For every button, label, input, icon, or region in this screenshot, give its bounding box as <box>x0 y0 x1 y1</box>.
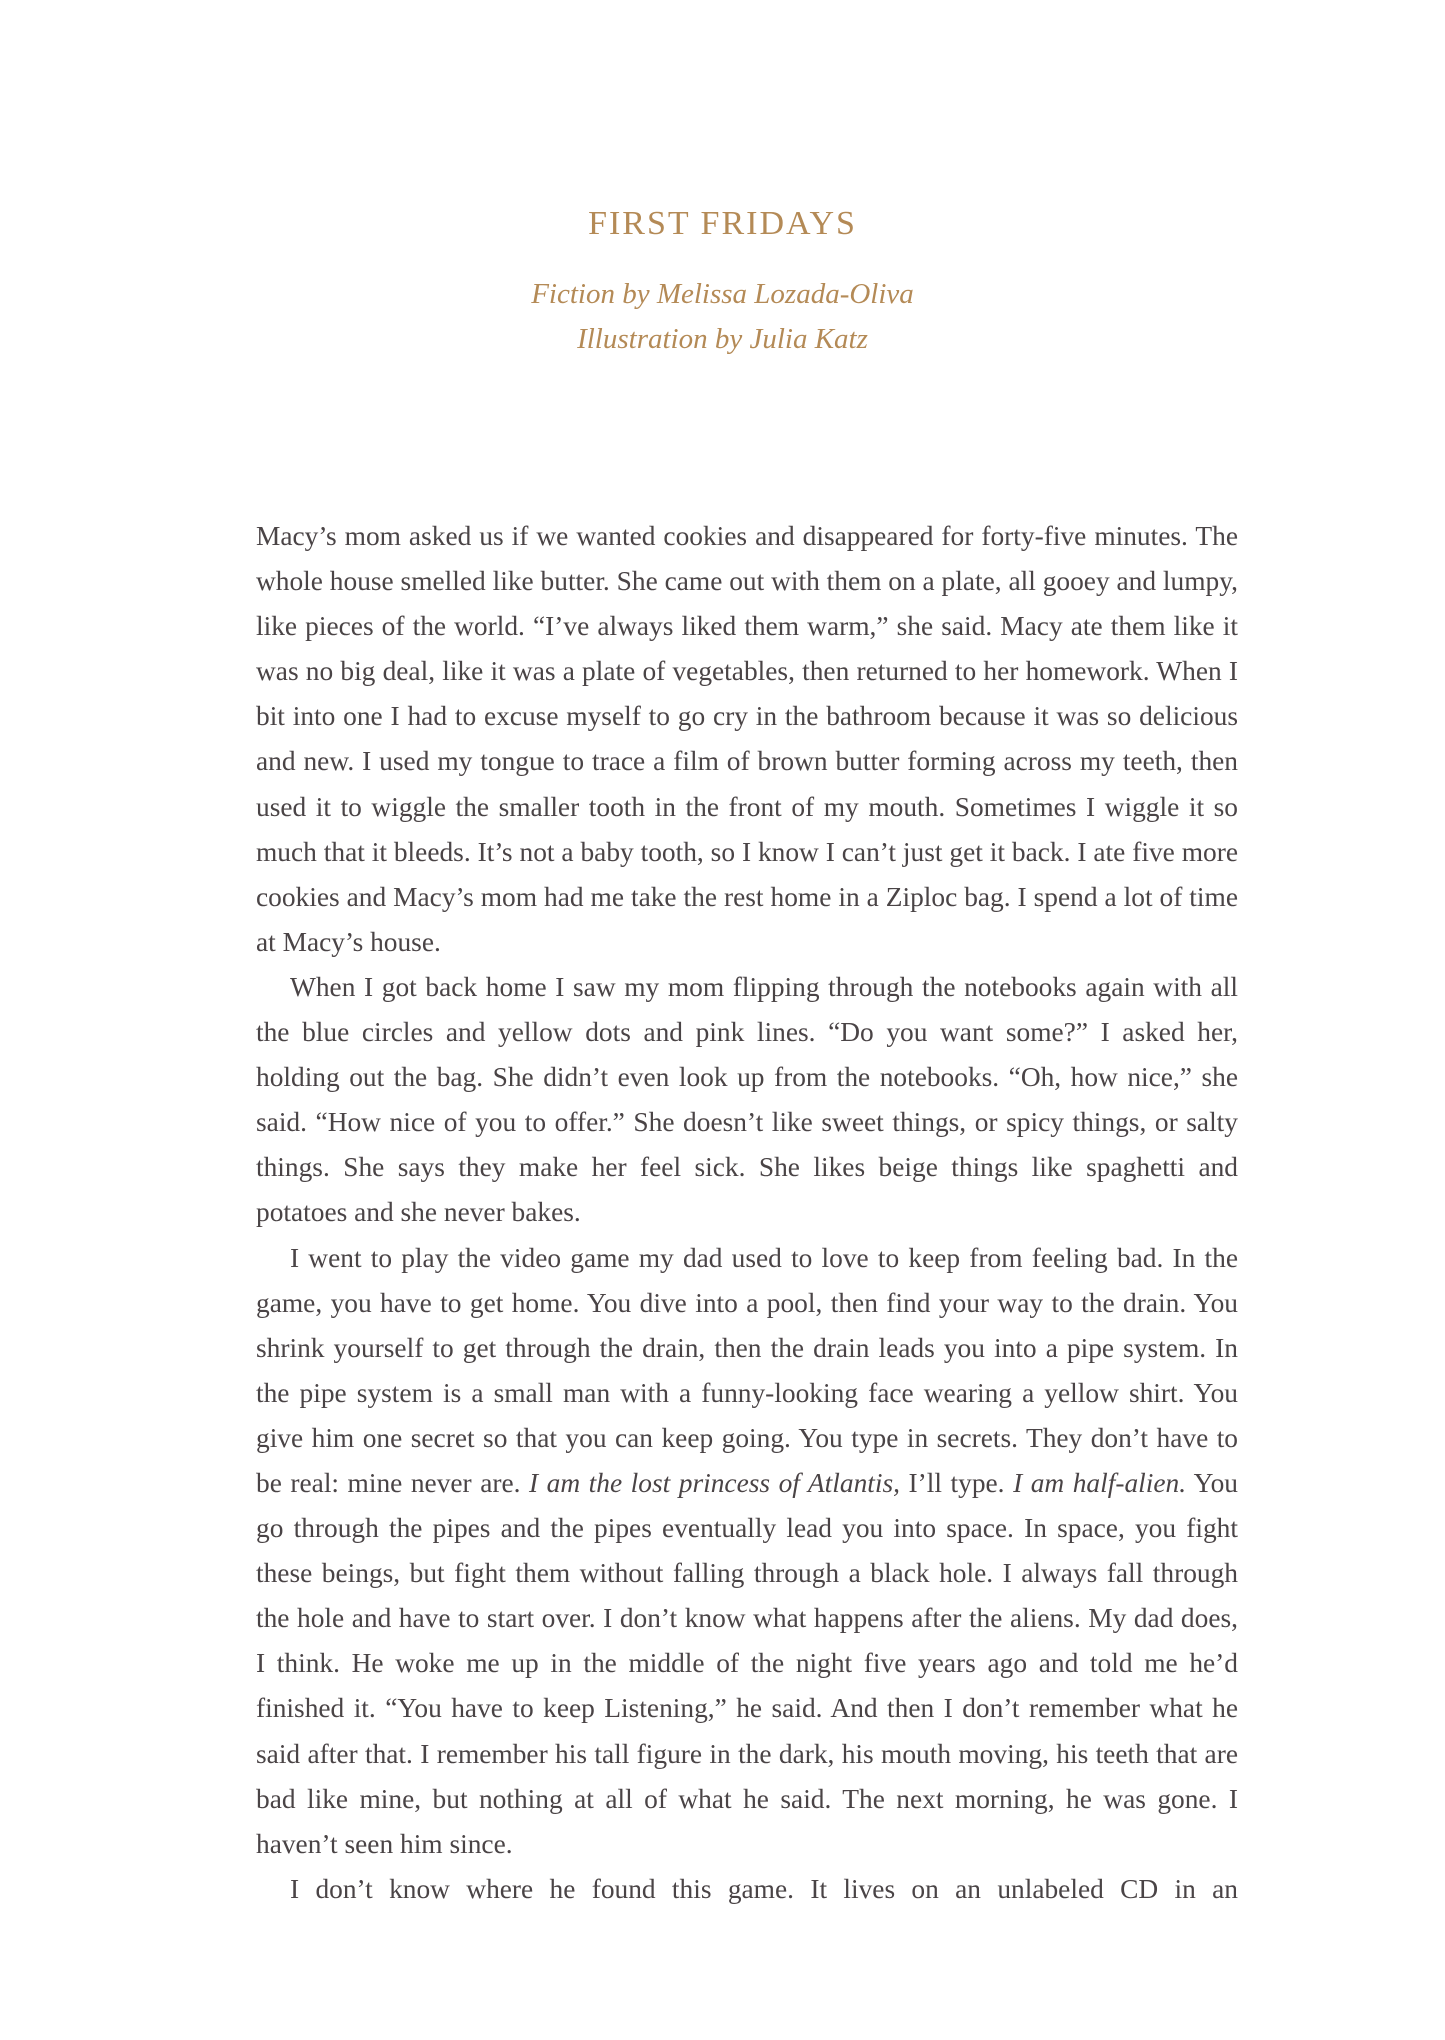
paragraph-2: When I got back home I saw my mom flipping through the notebooks again with all the blue circles and yellow dots and pink lines. “Do you want some?” I asked her, holding out the bag. She didn’t even look up from the notebooks. “Oh, how nice,” she said. “How nice of you to offer.” She doesn’t like sweet things, or spicy things, or salty things. She says they make her feel sick. She likes beige things like spaghetti and potatoes and she never bakes. <box>256 971 1238 1228</box>
story-title: FIRST FRIDAYS <box>588 205 857 242</box>
paragraph-1: Macy’s mom asked us if we wanted cookies and disappeared for forty-five minutes. The whole house smelled like butter. She came out with them on a plate, all gooey and lumpy, like pieces of the world. “I’ve always liked them warm,” she said. Macy ate them like it was no big deal, like it was a plate of vegetables, then returned to her homework. When I bit into one I had to excuse myself to go cry in the bathroom because it was so delicious and new. I used my tongue to trace a film of brown butter forming across my teeth, then used it to wiggle the smaller tooth in the front of my mouth. Sometimes I wiggle it so much that it bleeds. It’s not a baby tooth, so I know I can’t just get it back. I ate five more cookies and Macy’s mom had me take the rest home in a Ziploc bag. I spend a lot of time at Macy’s house. <box>256 521 1238 957</box>
paragraph-4: I don’t know where he found this game. It lives on an unlabeled CD in an <box>290 1873 1238 1904</box>
paragraph-3-text-b: I’ll type. <box>900 1467 1014 1498</box>
paragraph-3-text-c: You go through the pipes and the pipes eventually lead you into space. In space, you fight these beings, but fight them without falling through a black hole. I always fall through the hole and have to start over. I don’t know what happens after the aliens. My dad does, I think. He woke me up in the middle of the night five years ago and told me he’d finished it. “You have to keep Listening,” he said. And then I don’t remember what he said after that. I remember his tall figure in the dark, his mouth moving, his teeth that are bad like mine, but nothing at all of what he said. The next morning, he was gone. I haven’t seen him since. <box>256 1467 1239 1859</box>
paragraph-3-text-a: I went to play the video game my dad used to love to keep from feeling bad. In the game, you have to get home. You dive into a pool, then find your way to the drain. You shrink yourself to get through the drain, then the drain leads you into a pipe system. In the pipe system is a small man with a funny-looking face wearing a yellow shirt. You give him one secret so that you can keep going. You type in secrets. They don’t have to be real: mine never are. <box>256 1242 1238 1498</box>
story-body <box>256 514 1238 1912</box>
paragraph-3-italic-a: I am the lost princess of Atlantis, <box>529 1467 900 1498</box>
paragraph-3 <box>256 1236 1238 1867</box>
fiction-credit: Fiction by Melissa Lozada-Oliva <box>531 278 914 310</box>
paragraph-3-italic-b: I am half-alien. <box>1013 1467 1187 1498</box>
credits <box>0 272 1445 362</box>
illustration-credit: Illustration by Julia Katz <box>577 323 868 355</box>
